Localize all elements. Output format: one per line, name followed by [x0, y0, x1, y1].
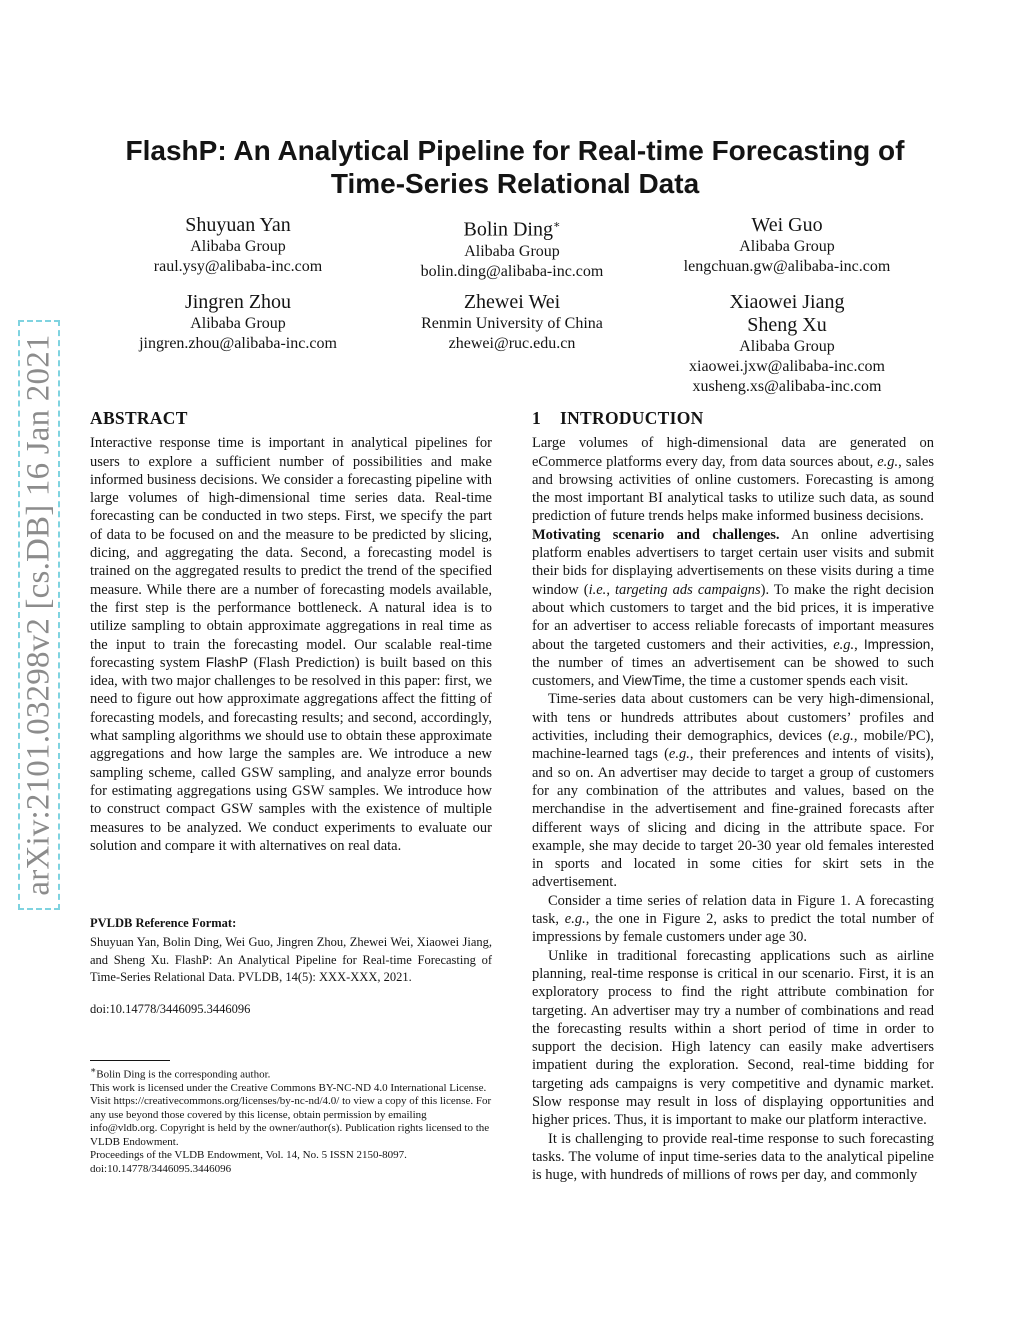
- system-name: FlashP: [205, 654, 249, 670]
- reference-format-heading: PVLDB Reference Format:: [90, 916, 237, 930]
- reference-format-text: Shuyuan Yan, Bolin Ding, Wei Guo, Jingren Zhou, Zhewei Wei, Xiaowei Jiang, and Sheng Xu. FlashP: An Analytical Pipeline for Real-time Forecasting of Time-Series Relational Data. PVLDB, 14(5): XXX-XXX, 2021.: [90, 935, 492, 984]
- corresponding-mark: ∗: [552, 219, 561, 231]
- introduction-heading: 1 INTRODUCTION: [532, 408, 704, 428]
- viewtime-measure: ViewTime: [622, 673, 682, 689]
- intro-paragraph: Motivating scenario and challenges. An online advertising platform enables advertisers to target certain user visits and submit their bids for displaying advertisements on these visits during a time window (i.e., targeting ads campaigns). To make the right decision about which customers to target and the bid prices, it is imperative for an advertiser to access reliable forecasts of important measures about the targeted customers and their activities, e.g., Impression, the number of times an advertisement can be showed to such customers, and ViewTime, the time a customer spends each visit.: [532, 526, 934, 690]
- author-email: raul.ysy@alibaba-inc.com: [153, 258, 323, 275]
- author-email: bolin.ding@alibaba-inc.com: [420, 262, 604, 280]
- reference-doi: doi:10.14778/3446095.3446096: [90, 1002, 251, 1016]
- author-block: [88, 214, 388, 277]
- author-name: Xiaowei Jiang: [729, 291, 845, 313]
- paper-title-line-2: Time-Series Relational Data: [330, 168, 700, 199]
- paper-title-line-1: FlashP: An Analytical Pipeline for Real-time Forecasting of: [125, 135, 905, 166]
- abstract-heading: ABSTRACT: [90, 408, 188, 428]
- abstract-section: [90, 409, 492, 855]
- paper-title: [90, 134, 940, 200]
- intro-paragraph: Large volumes of high-dimensional data are generated on eCommerce platforms every day, from data sources about, e.g., sales and browsing activities of online customers. Forecasting is among the most important BI analytical tasks to utilize such data, as sound prediction of future trends helps make informed business decisions.: [532, 435, 934, 525]
- author-email: xusheng.xs@alibaba-inc.com: [692, 378, 882, 395]
- arxiv-identifier-stamp: [18, 320, 60, 910]
- author-affiliation: Alibaba Group: [190, 238, 286, 255]
- author-block: [88, 291, 388, 354]
- author-affiliation: Alibaba Group: [739, 338, 835, 355]
- footnote-license: This work is licensed under the Creative Commons BY-NC-ND 4.0 International License. Visit https://creativecommons.org/licenses/by-nc-nd/4.0/ to view a copy of this license. For any use beyond those covered by this license, obtain permission by emailing info@vldb.org. Copyright is held by the owner/author(s). Publication rights licensed to the VLDB Endowment.: [90, 1082, 492, 1148]
- author-block: [637, 214, 937, 277]
- footnote-doi: doi:10.14778/3446095.3446096: [90, 1162, 232, 1175]
- author-block: [362, 214, 662, 282]
- intro-paragraph: Time-series data about customers can be very high-dimensional, with tens or hundreds attributes about customers’ profiles and activities, including their demographics, devices (e.g., mobile/PC), machine-learned tags (e.g., their preferences and intents of visits), and so on. An advertiser may decide to target a group of customers for any combination of the attributes and values, based on the merchandise in the advertisement and fine-grained forecasts after different ways of slicing and dicing in the attribute space. For example, she may decide to target 20-30 year old females interested in sports and located in some cities for skirt sets in the advertisement.: [532, 691, 934, 891]
- abstract-text: Interactive response time is important in analytical pipelines for users to explore a sufficient number of possibilities and make informed business decisions. We consider a forecasting pipeline with large volumes of high-dimensional time series data. Real-time forecasting can be conducted in two steps. First, we specify the part of data to be focused on and the measure to be predicted by slicing, dicing, and aggregating the data. Second, a forecasting model is trained on the aggregated results to predict the trend of the specified measure. While there are a number of forecasting models available, the first step is the performance bottleneck. A natural idea is to utilize sampling to obtain approximate aggregations in real time as the input to train the forecasting model. Our scalable real-time forecasting system FlashP (Flash Prediction) is built based on this idea, with two major challenges to be resolved in this paper: first, we need to figure out how approximate aggregations affect the fitting of forecasting models, and forecasting results; and second, accordingly, what sampling algorithms we should use to obtain these approximate aggregations and how large the samples are. We introduce a new sampling scheme, called GSW sampling, and analyze error bounds for estimating aggregations using GSW samples. We introduce how to construct compact GSW samples with the existence of multiple measures to be analyzed. We conduct experiments to evaluate our solution and compare it with alternatives on real data.: [90, 435, 492, 854]
- arxiv-id: arXiv:2101.03298v2 [cs.DB] 16 Jan 2021: [20, 334, 57, 896]
- motivating-label: Motivating scenario and challenges.: [532, 526, 780, 543]
- author-affiliation: Alibaba Group: [190, 315, 286, 332]
- introduction-section: [532, 409, 934, 1184]
- author-block: [637, 291, 937, 397]
- intro-paragraph: Consider a time series of relation data in Figure 1. A forecasting task, e.g., the one in Figure 2, asks to predict the total number of impressions by female customers under age 30.: [532, 892, 935, 946]
- author-affiliation: Alibaba Group: [464, 242, 560, 260]
- author-name: Jingren Zhou: [184, 291, 292, 313]
- author-name: Sheng Xu: [747, 314, 827, 336]
- author-name: Shuyuan Yan: [185, 214, 291, 236]
- author-email: jingren.zhou@alibaba-inc.com: [139, 335, 337, 352]
- author-name: Zhewei Wei: [463, 291, 561, 313]
- author-email: zhewei@ruc.edu.cn: [448, 335, 576, 352]
- author-name: Bolin Ding∗: [463, 218, 561, 241]
- footnote-proceedings: Proceedings of the VLDB Endowment, Vol. 14, No. 5 ISSN 2150-8097.: [90, 1149, 407, 1162]
- footnote-corresponding: ∗Bolin Ding is the corresponding author.: [90, 1065, 271, 1081]
- intro-paragraph: Unlike in traditional forecasting applications such as airline planning, real-time response is critical in our scenario. First, it is an exploratory process to find the right attribute combination for targeting. An advertiser may try a number of combinations and read the forecasting results within a short period of time in order to support the decision. High latency can easily make advertisers impatient during the exploration. Second, real-time bidding for targeting ads campaigns is very competitive and dynamic market. Slow response may result in loss of displaying opportunities and higher prices. Thus, it is important to make our platform interactive.: [532, 947, 934, 1129]
- footnote-rule: [90, 1060, 170, 1061]
- impression-measure: Impression: [863, 636, 931, 652]
- author-name: Wei Guo: [751, 214, 823, 236]
- author-email: lengchuan.gw@alibaba-inc.com: [683, 258, 891, 275]
- footnotes: [90, 1064, 492, 1176]
- author-affiliation: Renmin University of China: [421, 315, 603, 332]
- author-affiliation: Alibaba Group: [739, 238, 835, 255]
- author-email: xiaowei.jxw@alibaba-inc.com: [689, 358, 885, 375]
- author-block: [362, 291, 662, 354]
- intro-paragraph: It is challenging to provide real-time response to such forecasting tasks. The volume of input time-series data to the analytical pipeline is huge, with hundreds of millions of rows per day, and commonly: [532, 1130, 934, 1184]
